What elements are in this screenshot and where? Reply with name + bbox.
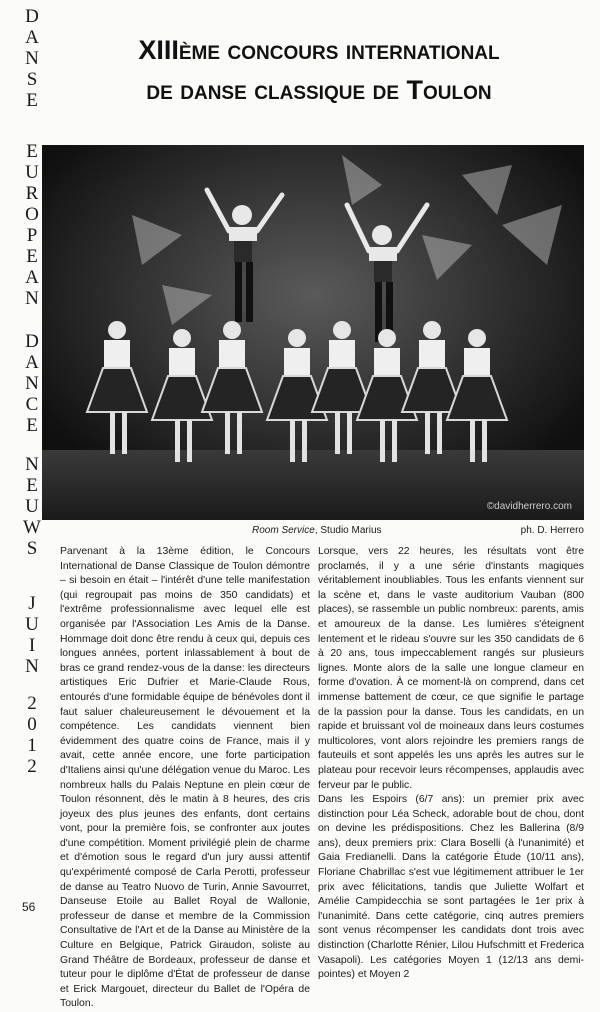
dancer-head: [378, 329, 396, 347]
dancer-head: [288, 329, 306, 347]
dancer-head: [423, 321, 441, 339]
masthead-letter: I: [28, 635, 36, 656]
dancer-head: [333, 321, 351, 339]
dancer-blouse: [284, 348, 310, 378]
masthead-word-danse: [18, 6, 46, 111]
masthead-letter: S: [26, 69, 38, 90]
masthead-letter: U: [25, 614, 39, 635]
dancer-blouse: [419, 340, 445, 370]
masthead-letter: O: [25, 204, 39, 225]
dancer-leg: [122, 412, 127, 454]
dancer-leg: [237, 412, 242, 454]
masthead-letter: E: [26, 415, 38, 436]
photo-caption: [42, 525, 584, 541]
dancer-leg: [110, 412, 115, 454]
masthead-letter: P: [26, 225, 38, 246]
dancer-blouse: [464, 348, 490, 378]
caption-text: [252, 525, 382, 536]
dancer-blouse: [219, 340, 245, 370]
masthead-letter: D: [25, 331, 39, 352]
dancer-head: [468, 329, 486, 347]
dancers-illustration: [42, 145, 584, 520]
masthead-letter: A: [25, 352, 39, 373]
masthead-word-year: [18, 693, 46, 777]
article-column-left: [60, 545, 310, 1010]
dancer-leg: [187, 420, 192, 462]
masthead-letter: 0: [27, 714, 37, 735]
dancer-leg: [347, 412, 352, 454]
dancer-leg: [482, 420, 487, 462]
dancer-head: [108, 321, 126, 339]
article-paragraph: Dans les Espoirs (6/7 ans): un premier prix avec distinction pour Léa Scheck, adorable bout de chou, dont on devine les prédispositions. Chez les Ballerina (8/9 ans), deux premiers prix: Clara Boselli (à l'unanimité) et Gaia Fredianelli. Dans la catégorie Étude (10/11 ans), Floriane Chabrillac s'est vue légitimement attribuer le 1er prix avec félicitations, tandis que Juliette Wolfart et Amélie Campidecchia se sont partagées le 1er prix à l'unanimité. Dans cette catégorie, cinq autres premiers sont venus récompenser les candidats dont trois avec distinction (Charlotte Rénier, Lilou Hufschmitt et Frederica Vasapoli). Les catégories Moyen 1 (12/13 ans demi-pointes) et Moyen 2: [318, 794, 584, 981]
masthead-letter: E: [26, 475, 38, 496]
masthead-letter: J: [28, 593, 36, 614]
masthead-letter: N: [25, 454, 39, 475]
masthead-letter: R: [25, 183, 39, 204]
masthead-letter: W: [23, 517, 41, 538]
title-line-2: de danse classique de Toulon: [146, 75, 492, 105]
masthead-letter: E: [26, 246, 38, 267]
article-paragraph: Lorsque, vers 22 heures, les résultats vont être proclamés, il y a une série d'instants magiques véritablement inoubliables. Tous les enfants viennent sur la scène et, dans le vaste auditorium Vauban (800 places), se rassemble un public nombreux: parents, amis et amoureux de la danse. Les lumières s'éteignent lentement et le rideau s'ouvre sur les 350 candidats de 6 à 20 ans, tous impeccablement rangés sur plusieurs lignes. Monte alors de la salle une longue clameur en forme d'ovation. À ce moment-là on comprend, dans cet immense battement de cœur, ce que signifie le partage de la passion pour la danse. Tous les candidats, en un rapide et bruissant vol de moineaux dans leurs costumes multicolores, vont alors rejoindre les premiers rangs de fauteuils et sont appelés les uns après les autres sur le plateau pour recevoir leurs récompenses, applaudis avec ferveur par le public.: [318, 546, 584, 791]
dancer-blouse: [169, 348, 195, 378]
masthead-letter: 2: [27, 756, 37, 777]
dancer-leg: [380, 420, 385, 462]
masthead-letter: E: [26, 141, 38, 162]
masthead-letter: U: [25, 496, 39, 517]
dancer-blouse: [329, 340, 355, 370]
dancer-leg: [335, 412, 340, 454]
masthead-letter: N: [25, 373, 39, 394]
masthead-letter: 2: [27, 693, 37, 714]
dancer-leg: [225, 412, 230, 454]
caption-place: , Studio Marius: [314, 525, 382, 536]
article-paragraph: Parvenant à la 13ème édition, le Concours International de Danse Classique de Toulon démontre – si besoin en était – l'intérêt d'une telle manifestation (qui regroupait pas moins de 350 candidats) et l'extrême professionnalisme avec lequel elle est organisée par l'Association Les Amis de la Danse. Hommage doit donc être rendu à ceux qui, depuis ces longues années, portent inlassablement à bout de bras ce grand rendez-vous de la danse: les directeurs artistiques Eric Dufrier et Marie-Claude Rous, entourés d'une formidable équipe de bénévoles dont il faut saluer chaleureusement le dévouement et la compétence. Les candidats viennent bien évidemment des quatre coins de France, mais il y avait, cette année encore, une forte participation d'Italiens ainsi qu'une délégation venue du Maroc. Les nombreux halls du Palais Neptune en plein cœur de Toulon résonnent, dès le matin à 8 heures, des cris joyeux des plus jeunes des enfants, dont certains vont, pour la première fois, se confronter aux joutes d'une compétition. Moment privilégié plein de charme et d'émotion sous le regard d'un jury aussi attentif qu'expérimenté composé de Carla Perotti, professeur de danse au Teatro Nuovo de Turin, Annie Savourret, Danseuse Etoile au Ballet Royal de Wallonie, professeur de danse et membre de la Commission Consultative de l'Art et de la Danse au Ministère de la Culture en Belgique, Patrick Giraudon, soliste au Grand Théâtre de Bordeaux, professeur de danse et tuteur pour le diplôme d'État de professeur de danse et Erick Margouet, directeur du Ballet de l'Opéra de Toulon.: [60, 546, 310, 1010]
dancer-leg: [392, 420, 397, 462]
photo-credit: ph. D. Herrero: [520, 525, 584, 536]
ballet-photo: [42, 145, 584, 520]
masthead-letter: D: [25, 6, 39, 27]
dancer-leg: [470, 420, 475, 462]
masthead-letter: 1: [27, 735, 37, 756]
masthead-letter: S: [26, 538, 38, 559]
masthead-word-juin: [18, 593, 46, 677]
masthead-letter: C: [25, 394, 39, 415]
masthead-letter: N: [25, 656, 39, 677]
masthead-letter: N: [25, 48, 39, 69]
masthead-letter: U: [25, 162, 39, 183]
masthead-letter: A: [25, 27, 39, 48]
title-line-1: XIIIème concours international: [138, 35, 500, 65]
dancer-head: [173, 329, 191, 347]
dancer-leg: [425, 412, 430, 454]
dancer-leg: [175, 420, 180, 462]
dancer-blouse: [104, 340, 130, 370]
photo-watermark: ©davidherrero.com: [486, 501, 572, 512]
dancer-leg: [302, 420, 307, 462]
caption-title: Room Service: [252, 525, 315, 536]
masthead-letter: N: [25, 288, 39, 309]
masthead-letter: E: [26, 90, 38, 111]
dancer-leg: [290, 420, 295, 462]
masthead-letter: A: [25, 267, 39, 288]
dancer-blouse: [374, 348, 400, 378]
dancer-head: [223, 321, 241, 339]
article-column-right: [318, 545, 584, 981]
dancer-leg: [437, 412, 442, 454]
page-number: 56: [22, 900, 36, 914]
article-title: [50, 30, 588, 110]
